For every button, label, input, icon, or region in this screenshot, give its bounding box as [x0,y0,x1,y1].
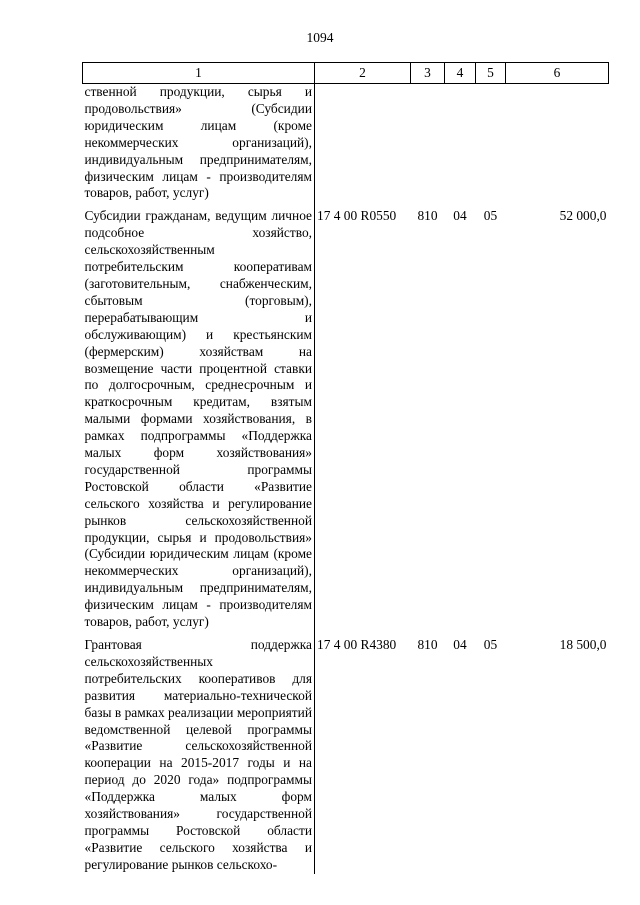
row-target-code: 17 4 00 R0550 [317,208,397,224]
column-header: 1 [83,63,315,84]
row-target-code: 17 4 00 R4380 [317,637,397,652]
row-amount [506,84,609,209]
row-description: ственной продукции, сырья и продовольствия» (Субсидии юридическим лицам (кроме некоммерческих организаций), индивидуальным предпринимателям, физическим лицам - производителям товаров, работ, услуг) [83,84,315,209]
row-section [445,84,476,209]
row-section: 04 [453,208,467,224]
row-expense-type [411,84,445,209]
row-expense-type: 810 [417,208,438,224]
column-header: 3 [411,63,445,84]
row-amount: 52 000,0 [559,208,607,224]
row-subsection: 05 [483,637,498,652]
column-header: 6 [506,63,609,84]
row-description: Грантовая поддержка сельскохозяйственных потребительских кооперативов для развития материально-технической базы в рамках реализации мероприятий ведомственной целевой программы «Развитие сельскохозяйственной кооперации на 2015-2017 годы и на период до 2020 года» подпрограммы «Поддержка малых форм хозяйствования» государственной программы Ростовской области «Развитие сельского хозяйства и регулирование рынков сельскохо- [83,637,315,874]
row-target-code [315,84,411,209]
row-section: 04 [453,637,467,652]
budget-table [82,62,609,874]
table-header-row [83,63,609,84]
row-subsection [476,84,506,209]
page-number: 1094 [306,30,334,45]
row-description: Субсидии гражданам, ведущим личное подсобное хозяйство, сельскохозяйственным потребительским кооперативам (заготовительным, снабженческим, сбытовым (торговым), перерабатывающим и обслуживающим) и крестьянским (фермерским) хозяйствам на возмещение части процентной ставки по долгосрочным, среднесрочным и краткосрочным кредитам, взятым малыми формами хозяйствования, в рамках подпрограммы «Поддержка малых форм хозяйствования» государственной программы Ростовской области «Развитие сельского хозяйства и регулирование рынков сельскохозяйственной продукции, сырья и продовольствия» (Субсидии юридическим лицам (кроме некоммерческих организаций), индивидуальным предпринимателям, физическим лицам - производителям товаров, работ, услуг) [83,208,315,637]
row-amount: 18 500,0 [559,637,607,652]
column-header: 5 [476,63,506,84]
row-subsection: 05 [483,208,498,224]
table-row [83,637,609,874]
column-header: 4 [445,63,476,84]
column-header: 2 [315,63,411,84]
table-row [83,208,609,637]
table-row [83,84,609,209]
row-expense-type: 810 [417,637,438,652]
